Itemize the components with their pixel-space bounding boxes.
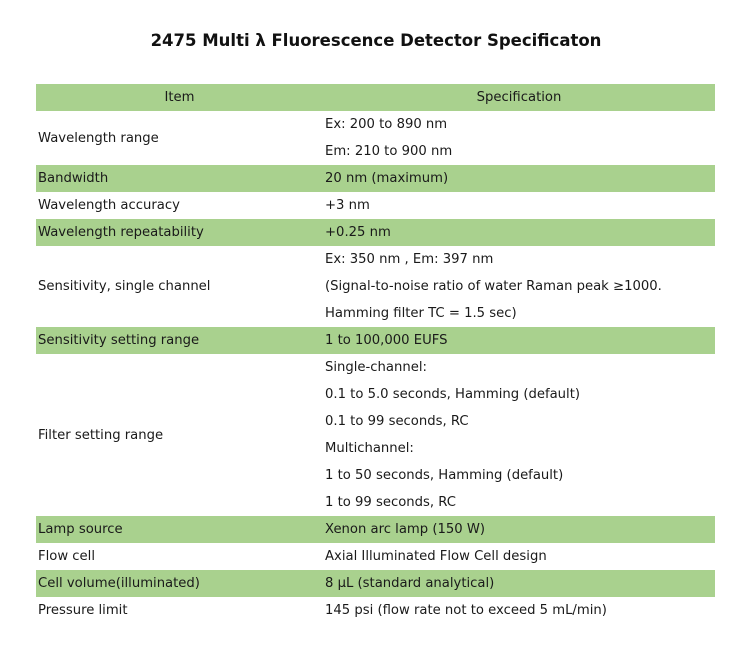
item-cell: Wavelength repeatability [36,219,323,246]
specification-line: Em: 210 to 900 nm [325,144,453,159]
table-row [36,219,715,246]
table-row [36,111,715,165]
specification-line: (Signal-to-noise ratio of water Raman peak ≥1000. [325,279,662,294]
table-row [36,543,715,570]
specification-line: 8 μL (standard analytical) [325,576,495,591]
page-title: 2475 Multi λ Fluorescence Detector Specificaton [150,31,602,50]
item-cell: Pressure limit [38,603,128,618]
table-row [36,165,715,192]
table-header-row [36,84,715,111]
table-row [36,327,715,354]
specification-line: Xenon arc lamp (150 W) [325,522,486,537]
table-row [36,192,715,219]
specification-line: 1 to 100,000 EUFS [325,333,448,348]
specification-line: 145 psi (flow rate not to exceed 5 mL/min) [325,603,607,618]
specification-cell [323,192,715,219]
item-cell: Filter setting range [38,427,164,443]
specification-line: +3 nm [325,198,370,213]
specification-cell [323,570,715,597]
specification-cell [323,597,715,624]
specification-line: Axial Illuminated Flow Cell design [325,549,547,564]
table-row [36,597,715,624]
table-row [36,246,715,327]
item-cell: Bandwidth [36,165,323,192]
item-cell: Wavelength range [38,130,159,146]
specification-line: Hamming filter TC = 1.5 sec) [325,306,517,321]
header-specification: Specification [323,84,715,111]
table-row [36,516,715,543]
table-row [36,354,715,516]
item-cell: Sensitivity, single channel [38,279,211,294]
specification-cell [323,246,715,327]
item-cell: Flow cell [38,549,95,564]
specification-line: 20 nm (maximum) [325,171,449,186]
specification-cell [323,543,715,570]
specification-line: Ex: 350 nm , Em: 397 nm [325,252,494,267]
header-item: Item [36,84,323,111]
specification-cell [323,327,715,354]
specification-line: Multichannel: [325,441,414,456]
specification-line: 1 to 99 seconds, RC [325,495,456,510]
specification-line: Single-channel: [325,360,427,375]
specification-cell [323,516,715,543]
specification-line: 0.1 to 5.0 seconds, Hamming (default) [325,387,581,402]
specification-line: 0.1 to 99 seconds, RC [325,414,469,429]
specification-line: 1 to 50 seconds, Hamming (default) [325,468,564,483]
table-row [36,570,715,597]
specification-cell [323,354,715,516]
item-cell: Sensitivity setting range [36,327,323,354]
spec-table-body [36,111,715,624]
item-cell: Wavelength accuracy [38,198,180,213]
specification-cell [323,111,715,165]
item-cell: Lamp source [36,516,323,543]
specification-cell [323,165,715,192]
item-cell: Cell volume(illuminated) [36,570,323,597]
specification-line: Ex: 200 to 890 nm [325,117,448,132]
spec-table [36,84,715,624]
specification-line: +0.25 nm [325,225,391,240]
specification-cell [323,219,715,246]
